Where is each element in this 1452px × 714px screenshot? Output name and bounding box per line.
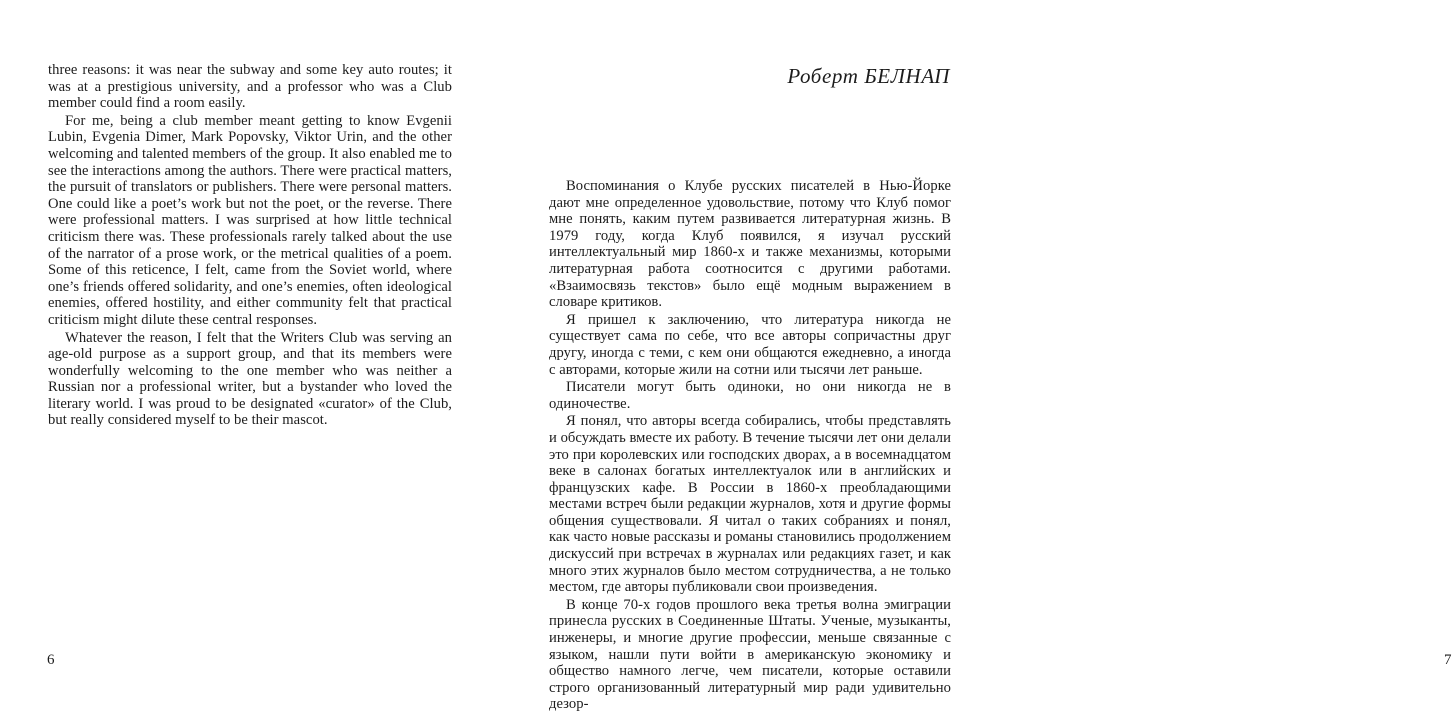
running-head: Роберт БЕЛНАП xyxy=(787,64,950,88)
paragraph: three reasons: it was near the subway and some key auto routes; it was at a prestigious university, and a professor who was a Club member could find a room easily. xyxy=(48,62,452,112)
paragraph: Писатели могут быть одиноки, но они никогда не в одиночестве. xyxy=(549,379,951,412)
left-page-body xyxy=(48,62,452,430)
left-page xyxy=(0,0,500,707)
right-page-body xyxy=(549,178,951,714)
paragraph: For me, being a club member meant getting to know Evgenii Lubin, Evgenia Dimer, Mark Popovsky, Viktor Urin, and the other welcoming and talented members of the group. It also enabled me to see the interactions among the authors. There were practical matters, the pursuit of translators or publishers. There were personal matters. One could like a poet’s work but not the poet, or the reverse. There were professional matters. I was surprised at how little technical criticism there was. These professionals rarely talked about the use of the narrator of a prose work, or the metrical qualities of a poem. Some of this reticence, I felt, came from the Soviet world, where one’s friends offered solidarity, and one’s enemies, often ideological enemies, offered hostility, and either community felt that practical criticism might dilute these central responses. xyxy=(48,112,452,328)
page-number-right: 7 xyxy=(1444,652,1452,668)
paragraph: Whatever the reason, I felt that the Writers Club was serving an age-old purpose as a support group, and that its members were wonderfully welcoming to the one member who was neither a Russian nor a professional writer, but a bystander who loved the literary world. I was proud to be designated «curator» of the Club, but really considered myself to be their mascot. xyxy=(48,329,452,429)
paragraph: Воспоминания о Клубе русских писателей в Нью-Йорке дают мне определенное удовольствие, потому что Клуб помог мне понять, каким путем развивается литературная жизнь. В 1979 году, когда Клуб появился, я изучал русский интеллектуальный мир 1860-х и также механизмы, которыми литературная работа соотносится с другими работами. «Взаимосвязь текстов» было ещё модным выражением в словаре критиков. xyxy=(549,178,951,311)
paragraph: В конце 70-х годов прошлого века третья волна эмиграции принесла русских в Соединенные Штаты. Ученые, музыканты, инженеры, и многие другие профессии, меньше связанные с языком, нашли пути войти в американскую экономику и общество намного легче, чем писатели, которые оставили строго организованный литературный мир ради удивительно дезор- xyxy=(549,596,951,713)
paragraph: Я понял, что авторы всегда собирались, чтобы представлять и обсуждать вместе их работу. В течение тысячи лет они делали это при королевских или господских дворах, а в восемнадцатом веке в салонах богатых интеллектуалок или в английских и французских кафе. В России в 1860-х преобладающими местами встреч были редакции журналов, хотя и другие формы общения существовали. Я читал о таких собраниях и понял, как часто новые рассказы и романы становились продолжением дискуссий при встречах в журналах или редакциях газет, и как много этих журналов было местом сотрудничества, а не только местом, где авторы публиковали свои произведения. xyxy=(549,413,951,596)
paragraph: Я пришел к заключению, что литература никогда не существует сама по себе, что все авторы сопричастны друг другу, иногда с теми, с кем они общаются ежедневно, а иногда с авторами, которые жили на сотни или тысячи лет раньше. xyxy=(549,311,951,378)
page-number-left: 6 xyxy=(47,652,55,668)
